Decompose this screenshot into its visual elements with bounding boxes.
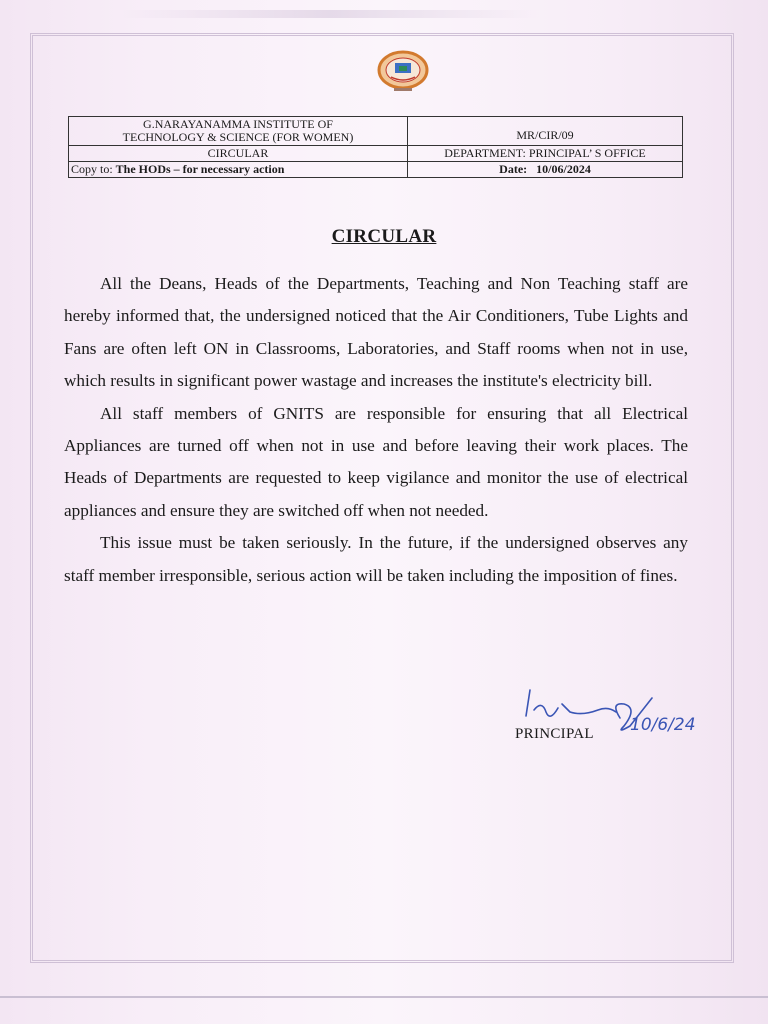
department: DEPARTMENT: PRINCIPAL’ S OFFICE [408,146,683,162]
date-cell [408,162,683,178]
copy-to-label: Copy to: [71,162,116,176]
date-value: 10/06/2024 [536,162,591,176]
copy-to-cell [69,162,408,178]
doc-type: CIRCULAR [69,146,408,162]
circular-header-table [68,116,683,178]
paragraph-3: This issue must be taken seriously. In the future, if the undersigned observes any staff member irresponsible, serious action will be taken including the imposition of fines. [64,533,688,585]
paragraph-2: All staff members of GNITS are responsible for ensuring that all Electrical Appliances are turned off when not in use and before leaving their work places. The Heads of Departments are requested to keep vigilance and monitor the use of electrical appliances and ensure they are switched off when not needed. [64,403,688,520]
institute-name-line1: G.NARAYANAMMA INSTITUTE OF [143,117,333,131]
page-edge [0,996,768,998]
doc-ref-cell [408,117,683,146]
institute-name-cell [69,117,408,146]
scan-smudge [120,10,540,18]
institute-name-line2: TECHNOLOGY & SCIENCE (FOR WOMEN) [122,130,354,144]
paragraph-1: All the Deans, Heads of the Departments, Teaching and Non Teaching staff are hereby informed that, the undersigned noticed that the Air Conditioners, Tube Lights and Fans are often left ON in Classrooms, Laboratories, and Staff rooms when not in use, which results in significant power wastage and increases the institute's electricity bill. [64,274,688,391]
principal-label: PRINCIPAL [515,726,594,742]
institute-logo [376,50,430,94]
circular-body [64,268,688,592]
page-title: CIRCULAR [331,226,437,247]
doc-ref: MR/CIR/09 [516,128,574,142]
date-label: Date: [499,162,528,176]
signature-date: 10/6/24 [630,715,696,735]
copy-to-recipients: The HODs – for necessary action [115,162,285,176]
